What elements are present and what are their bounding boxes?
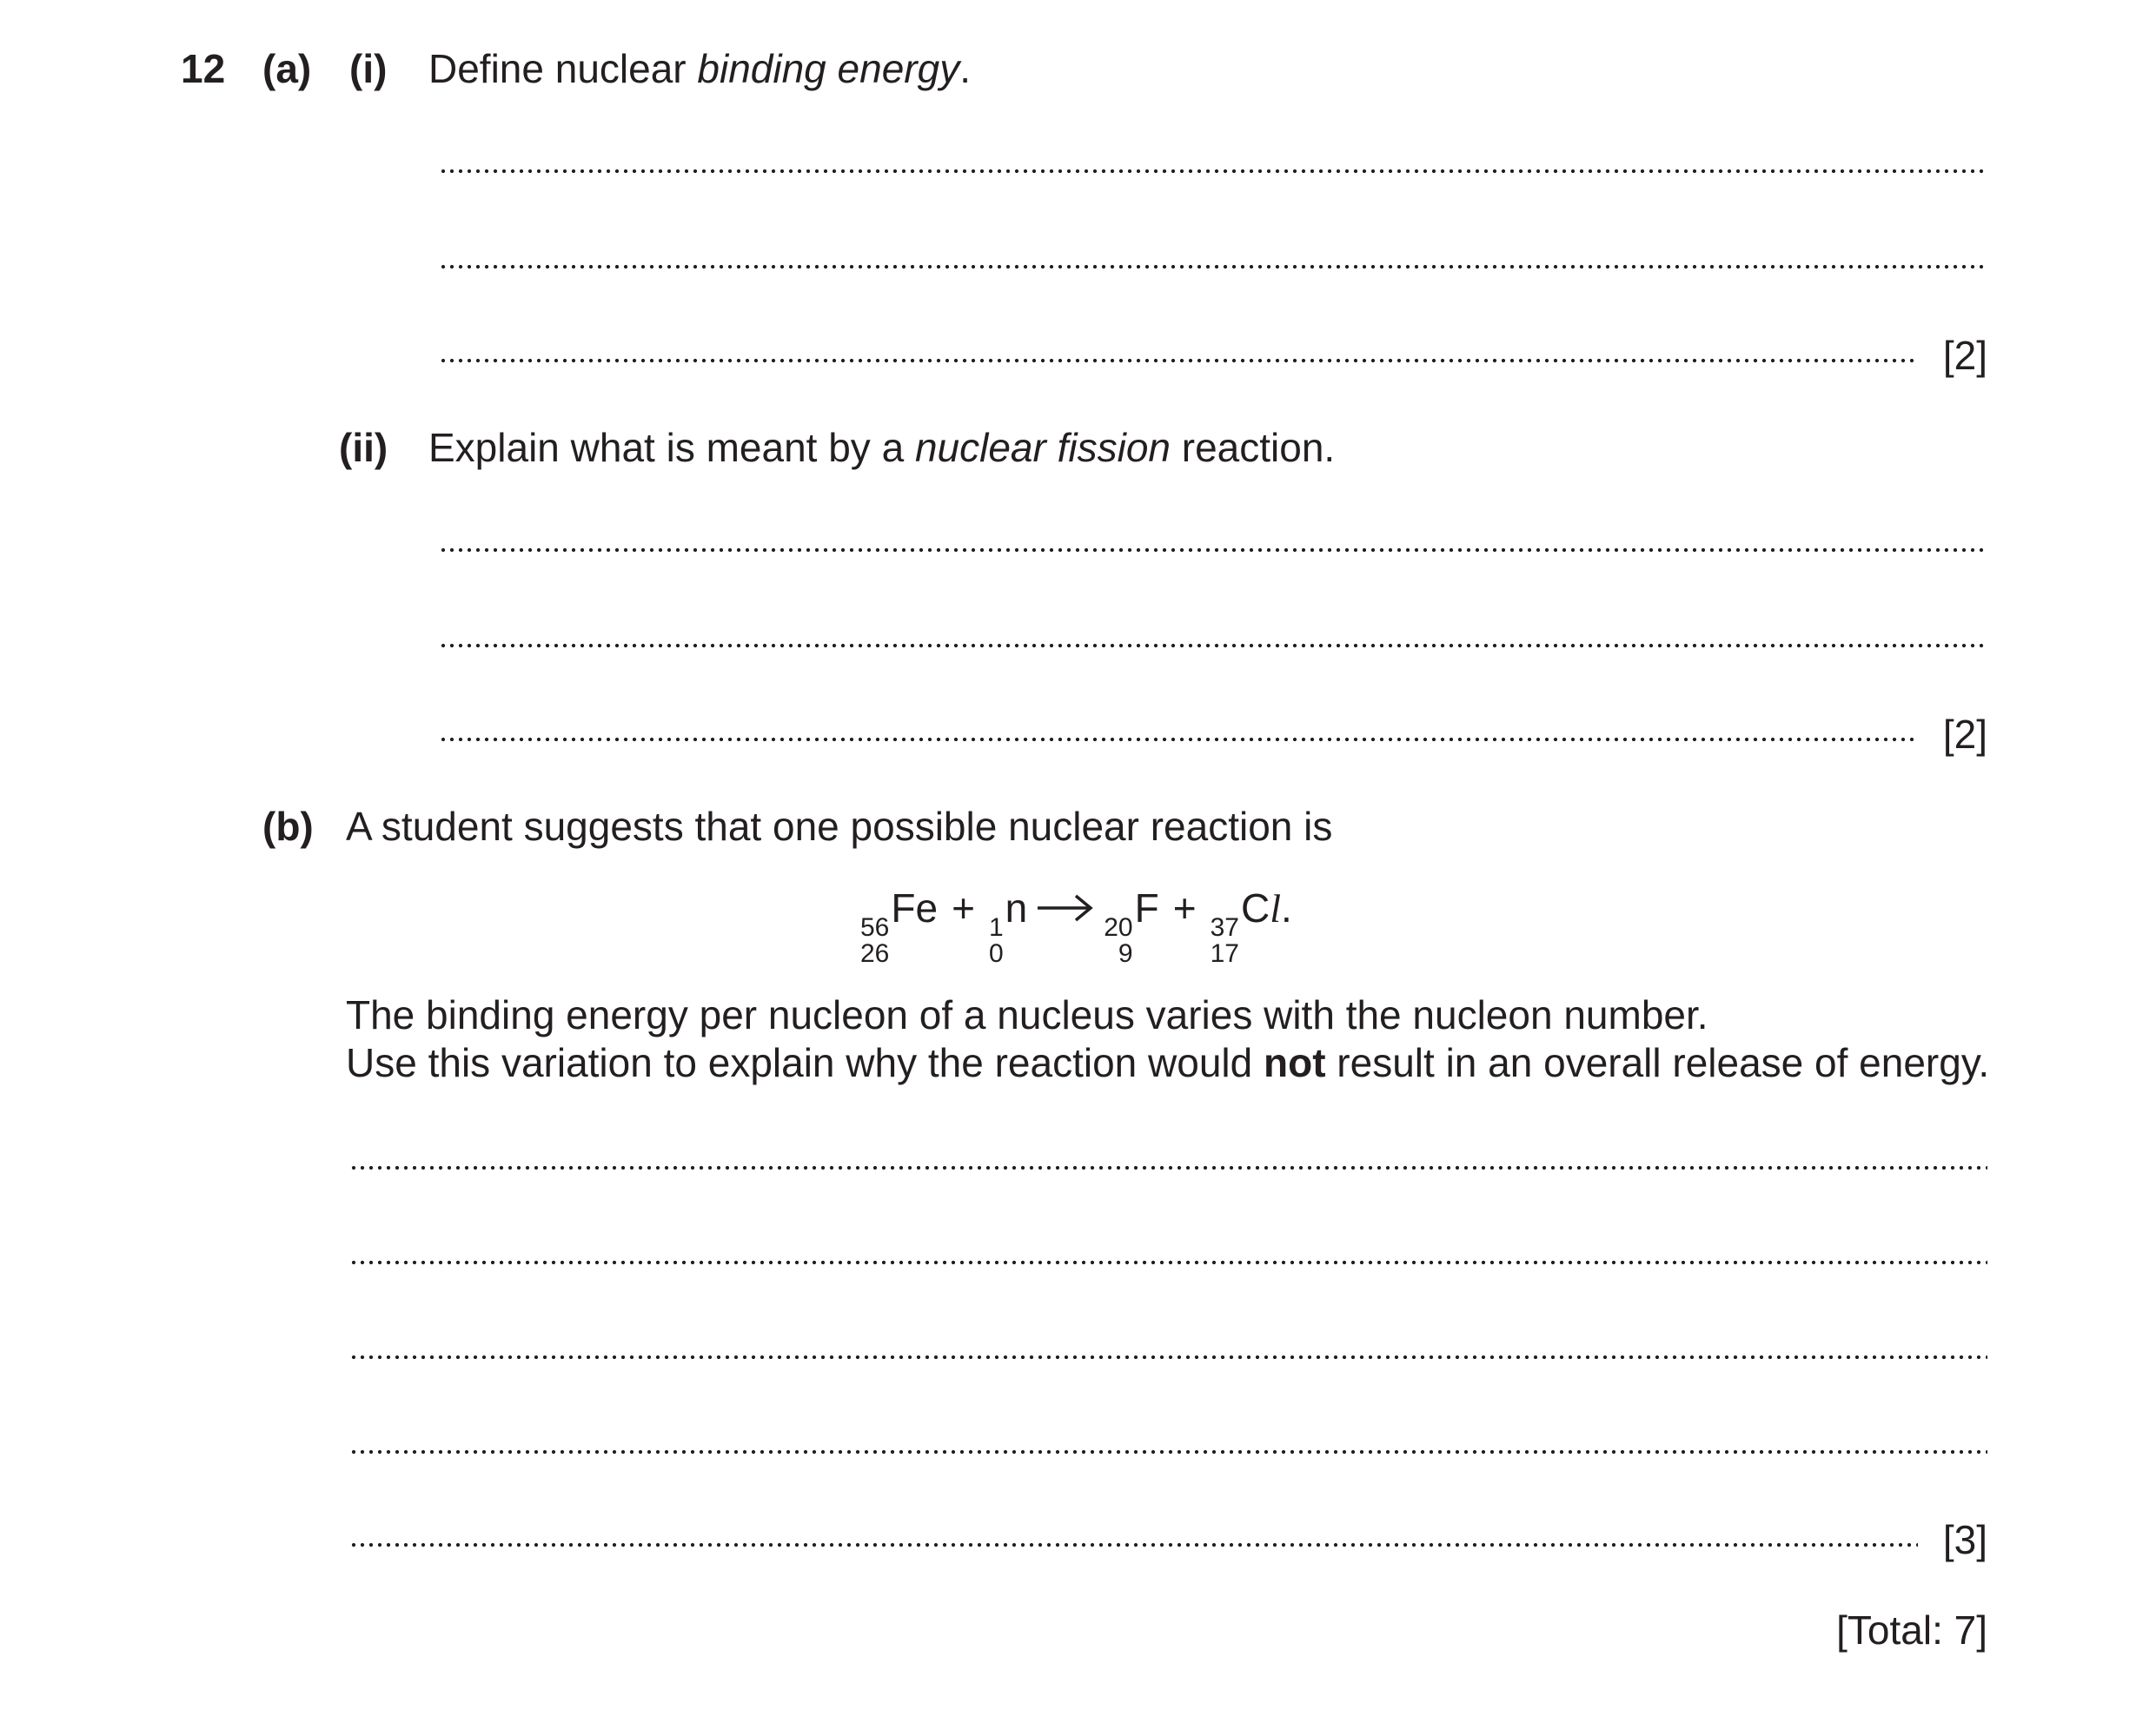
term-nuclear-fission: nuclear fission (914, 425, 1171, 470)
fe-atomic-number: 26 (860, 939, 890, 968)
cl-symbol: C (1240, 885, 1270, 931)
cl-symbol-l: l (1270, 886, 1281, 931)
answer-line-b-5[interactable] (349, 1542, 1918, 1548)
nuclide-neutron (989, 885, 1027, 967)
answer-line-b-1[interactable] (349, 1165, 1987, 1170)
total-marks: [Total: 7] (1836, 1607, 1987, 1653)
equation-end: . (1280, 885, 1292, 931)
sub-ii-prompt: Explain what is meant by a nuclear fission reaction. (428, 425, 1336, 470)
plus-sign: + (952, 885, 975, 931)
marks-b: [3] (1942, 1517, 1987, 1562)
n-mass-number: 1 (988, 913, 1004, 942)
nuclide-f (1104, 885, 1158, 967)
answer-line-a-ii-3[interactable] (439, 737, 1918, 742)
part-b-intro: A student suggests that one possible nuclear reaction is (346, 804, 1333, 849)
answer-line-a-i-3[interactable] (439, 358, 1918, 363)
n-symbol: n (1005, 885, 1028, 931)
answer-line-a-ii-2[interactable] (439, 643, 1987, 648)
marks-a-ii: [2] (1942, 712, 1987, 757)
reaction-arrow-icon (1036, 888, 1093, 923)
nuclide-cl (1211, 885, 1292, 967)
f-mass-number: 20 (1104, 913, 1133, 942)
emphasis-not: not (1264, 1040, 1326, 1085)
answer-line-b-3[interactable] (349, 1355, 1987, 1360)
answer-line-a-i-1[interactable] (439, 169, 1987, 174)
f-symbol: F (1134, 885, 1159, 931)
f-atomic-number: 9 (1118, 939, 1133, 968)
marks-a-i: [2] (1942, 333, 1987, 378)
n-atomic-number: 0 (988, 939, 1004, 968)
cl-mass-number: 37 (1210, 913, 1239, 942)
answer-line-a-ii-1[interactable] (439, 547, 1987, 553)
nuclear-equation (860, 885, 1292, 967)
term-binding-energy: binding energy (697, 46, 960, 91)
fe-mass-number: 56 (860, 913, 890, 942)
sub-ii-label: (ii) (339, 425, 388, 470)
question-number: 12 (181, 46, 226, 91)
part-b-label: (b) (262, 804, 314, 849)
fe-symbol: Fe (891, 885, 939, 931)
answer-line-a-i-2[interactable] (439, 264, 1987, 269)
nuclide-fe (860, 885, 938, 967)
part-a-label: (a) (262, 46, 312, 91)
plus-sign-2: + (1172, 885, 1197, 931)
part-b-line2: Use this variation to explain why the reaction would not result in an overall release of energy. (346, 1040, 1990, 1085)
answer-line-b-4[interactable] (349, 1449, 1987, 1455)
cl-atomic-number: 17 (1210, 939, 1239, 968)
sub-i-label: (i) (349, 46, 388, 91)
part-b-line1: The binding energy per nucleon of a nucleus varies with the nucleon number. (346, 992, 1708, 1037)
sub-i-prompt: Define nuclear binding energy. (428, 46, 971, 91)
answer-line-b-2[interactable] (349, 1260, 1987, 1265)
